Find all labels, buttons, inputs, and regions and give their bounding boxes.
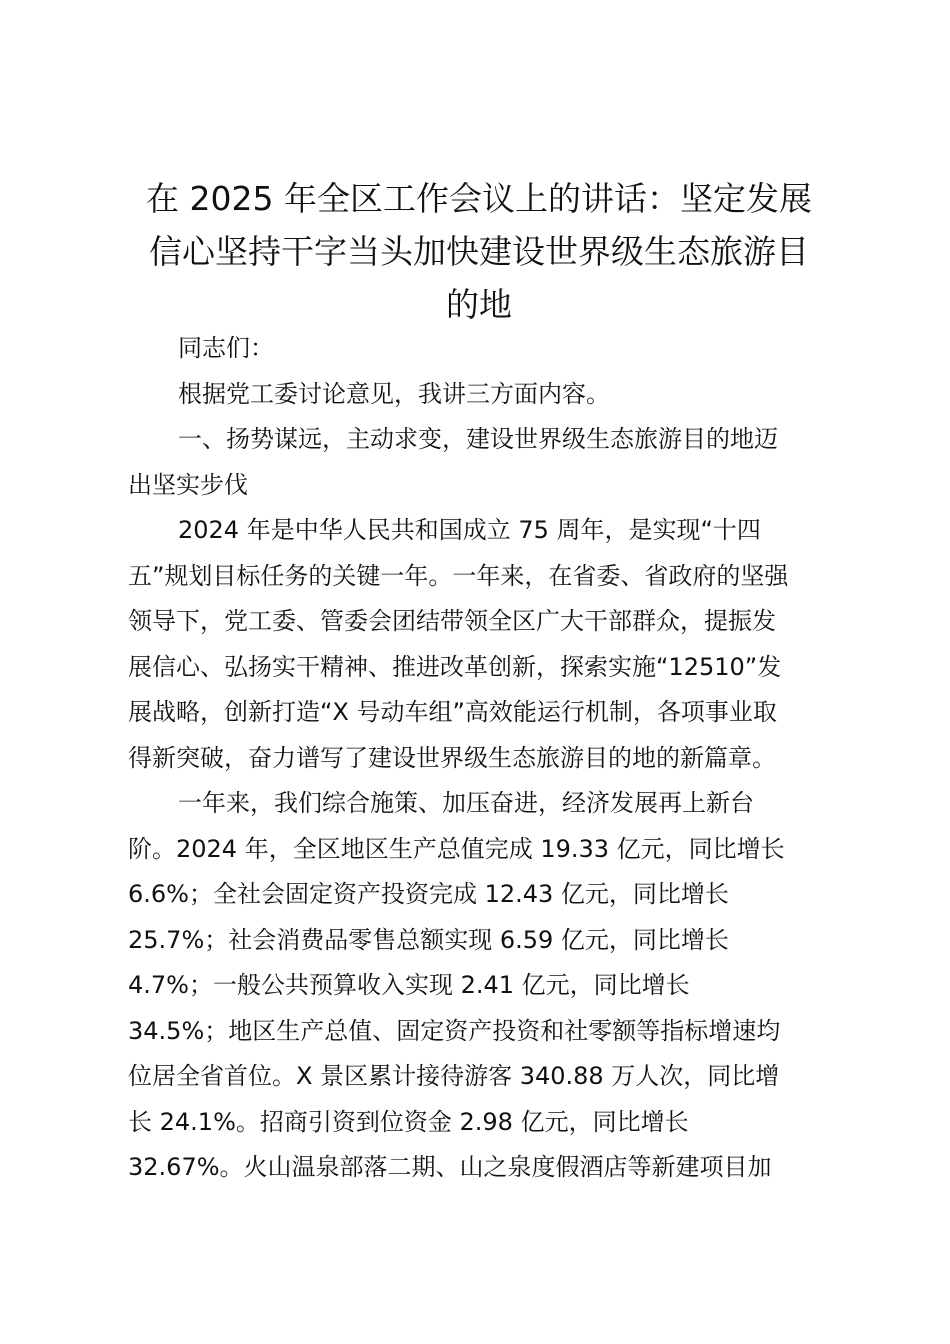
document-body [128, 326, 832, 1191]
paragraph-line: 展信心、弘扬实干精神、推进改革创新，探索实施“12510”发 [128, 652, 782, 681]
paragraph-line: 25.7%；社会消费品零售总额实现 6.59 亿元，同比增长 [128, 925, 729, 954]
paragraph-line: 阶。2024 年，全区地区生产总值完成 19.33 亿元，同比增长 [128, 834, 785, 863]
intro-paragraph: 根据党工委讨论意见，我讲三方面内容。 [178, 379, 610, 408]
paragraph-line: 得新突破，奋力谱写了建设世界级生态旅游目的地的新篇章。 [128, 743, 776, 772]
paragraph-line: 长 24.1%。招商引资到位资金 2.98 亿元，同比增长 [128, 1107, 689, 1136]
title-line: 的地 [446, 285, 512, 324]
title-line: 信心坚持干字当头加快建设世界级生态旅游目 [149, 232, 809, 271]
document-title [120, 172, 838, 331]
paragraph-line: 一年来，我们综合施策、加压奋进，经济发展再上新台 [178, 789, 754, 817]
section-heading-line: 一、扬势谋远，主动求变，建设世界级生态旅游目的地迈 [178, 425, 778, 453]
paragraph-line: 展战略，创新打造“X 号动车组”高效能运行机制，各项事业取 [128, 698, 777, 726]
paragraph-line: 34.5%；地区生产总值、固定资产投资和社零额等指标增速均 [128, 1016, 781, 1045]
paragraph-line: 领导下，党工委、管委会团结带领全区广大干部群众，提振发 [128, 607, 776, 635]
paragraph-line: 2024 年是中华人民共和国成立 75 周年，是实现“十四 [178, 516, 761, 544]
paragraph-line: 32.67%。火山温泉部落二期、山之泉度假酒店等新建项目加 [128, 1153, 772, 1181]
paragraph-line: 6.6%；全社会固定资产投资完成 12.43 亿元，同比增长 [128, 880, 729, 908]
paragraph-line: 4.7%；一般公共预算收入实现 2.41 亿元，同比增长 [128, 971, 690, 999]
section-heading-line: 出坚实步伐 [128, 470, 248, 499]
title-line: 在 2025 年全区工作会议上的讲话：坚定发展 [146, 179, 812, 218]
salutation: 同志们： [178, 334, 274, 362]
paragraph-line: 位居全省首位。X 景区累计接待游客 340.88 万人次，同比增 [128, 1062, 780, 1090]
paragraph-line: 五”规划目标任务的关键一年。一年来，在省委、省政府的坚强 [128, 561, 789, 590]
